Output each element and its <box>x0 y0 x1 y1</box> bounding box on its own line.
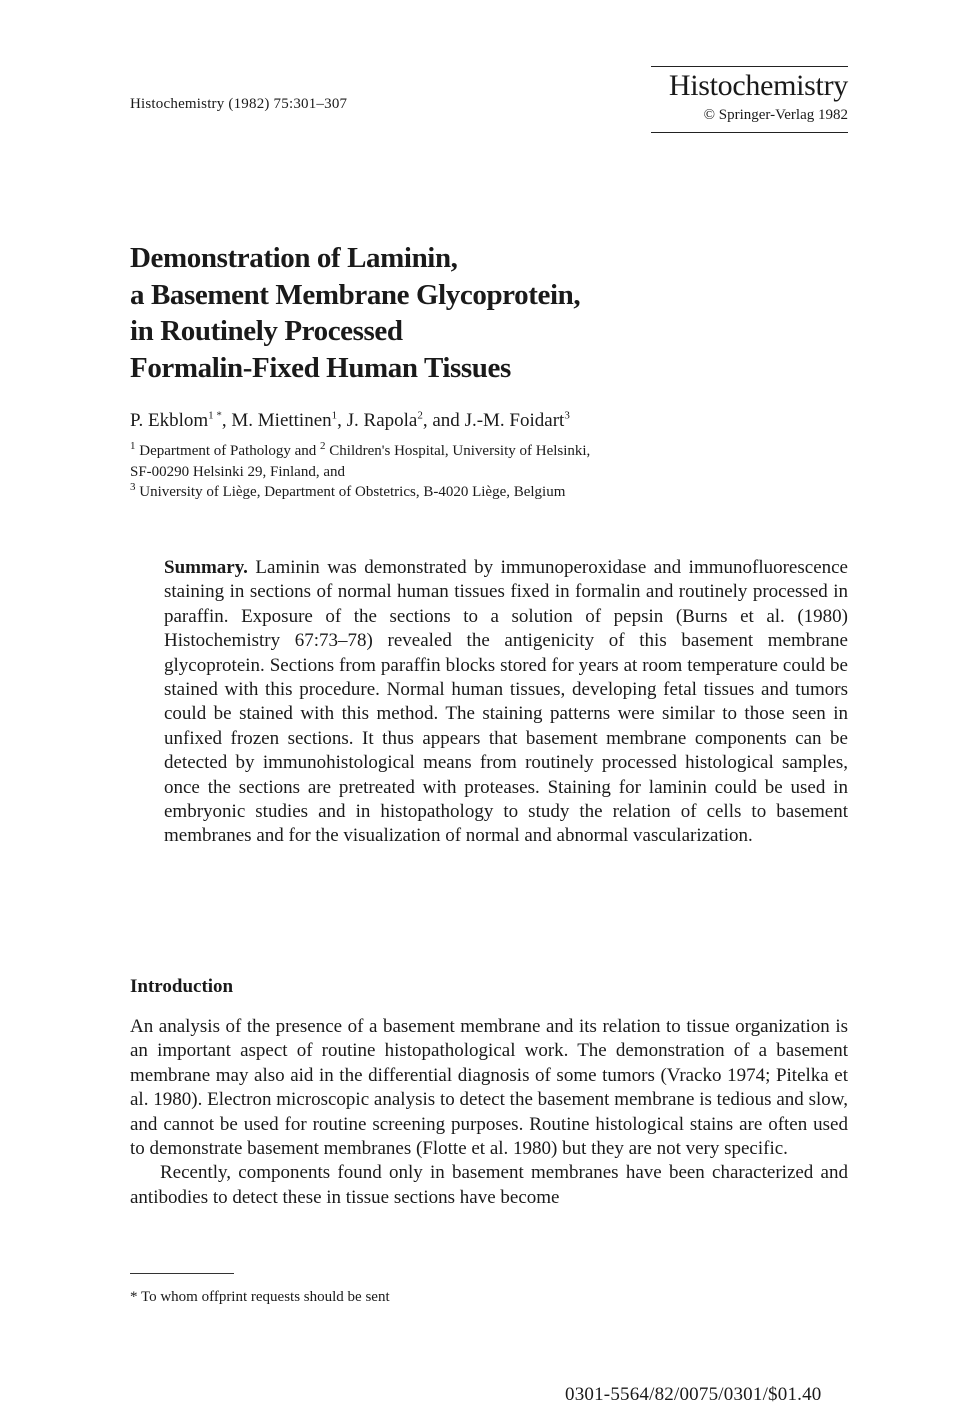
affiliations <box>130 441 590 503</box>
author-affiliation-mark: 2 <box>417 409 423 422</box>
section-heading: Introduction <box>130 976 234 997</box>
author-affiliation-mark: 1 <box>331 409 338 422</box>
masthead-bottom-rule <box>651 132 848 133</box>
title-line: Demonstration of Laminin, <box>130 242 458 274</box>
affiliation-text: University of Liège, Department of Obstetrics, B-4020 Liège, Belgium <box>135 484 566 500</box>
affiliation-line <box>130 441 590 462</box>
affiliation-text: Department of Pathology and <box>135 443 321 459</box>
author-separator: , and <box>422 410 465 431</box>
article-code: 0301-5564/82/0075/0301/$01.40 <box>565 1384 822 1405</box>
author-list <box>130 410 570 432</box>
author-separator: , <box>337 410 347 431</box>
author-name: J. Rapola <box>346 410 418 431</box>
affiliation-line <box>130 482 590 503</box>
title-line: a Basement Membrane Glycoprotein, <box>130 278 581 311</box>
affiliation-mark: 1 <box>130 440 136 452</box>
author-separator: , <box>221 410 232 431</box>
footnote: * To whom offprint requests should be sent <box>130 1289 390 1305</box>
title-line: in Routinely Processed <box>130 315 403 347</box>
footnote-rule <box>130 1273 234 1274</box>
author-name: M. Miettinen <box>231 410 332 431</box>
author-affiliation-mark: 1 * <box>208 409 222 422</box>
affiliation-line: SF-00290 Helsinki 29, Finland, and <box>130 463 346 480</box>
affiliation-mark: 2 <box>320 440 326 452</box>
abstract-text: Laminin was demonstrated by immunoperoxidase and immunofluorescence staining in sections of normal human tissues fixed in formalin and routinely processed in paraffin. Exposure of the sections to a solution of pepsin (Burns et al. (1980) Histochemistry 67:73–78) revealed the antigenicity of this basement membrane glycoprotein. Sections from paraffin blocks stored for years at room temperature could be stained with this procedure. Normal human tissues, developing fetal tissues and tumors could be stained with this method. The staining patterns were similar to those seen in unfixed frozen sections. It thus appears that basement membrane components can be detected by immunohistological means from routinely processed histological samples, once the sections are pretreated with proteases. Staining for laminin could be used in embryonic studies and in histopathology to study the relation of cells to basement membranes and for the visualization of normal and abnormal vascularization. <box>164 557 848 847</box>
masthead-top-rule <box>651 66 848 67</box>
body-paragraph: Recently, components found only in basement membranes have been characterized and antibodies to detect these in tissue sections have become <box>130 1162 848 1208</box>
author-affiliation-mark: 3 <box>564 409 570 422</box>
affiliation-mark: 3 <box>130 481 136 493</box>
journal-masthead <box>651 66 848 133</box>
abstract-label: Summary. <box>164 557 248 578</box>
journal-citation: Histochemistry (1982) 75:301–307 <box>130 96 348 112</box>
publisher-line: © Springer-Verlag 1982 <box>703 107 848 123</box>
abstract <box>164 556 848 849</box>
author-name: P. Ekblom <box>130 410 209 431</box>
journal-name: Histochemistry <box>668 69 848 102</box>
introduction-body <box>130 1015 848 1210</box>
article-title <box>130 240 730 386</box>
body-paragraph: An analysis of the presence of a basement membrane and its relation to tissue organization is an important aspect of routine histopathological work. The demonstration of a basement membrane may also aid in the differential diagnosis of some tumors (Vracko 1974; Pitelka et al. 1980). Electron microscopic analysis to detect the basement membrane is tedious and slow, and cannot be used for routine screening purposes. Routine histological stains are often used to demonstrate basement membranes (Flotte et al. 1980) but they are not very specific. <box>130 1016 848 1160</box>
author-name: J.-M. Foidart <box>464 410 565 431</box>
affiliation-text: Children's Hospital, University of Helsinki, <box>325 443 591 459</box>
title-line: Formalin-Fixed Human Tissues <box>130 351 511 384</box>
